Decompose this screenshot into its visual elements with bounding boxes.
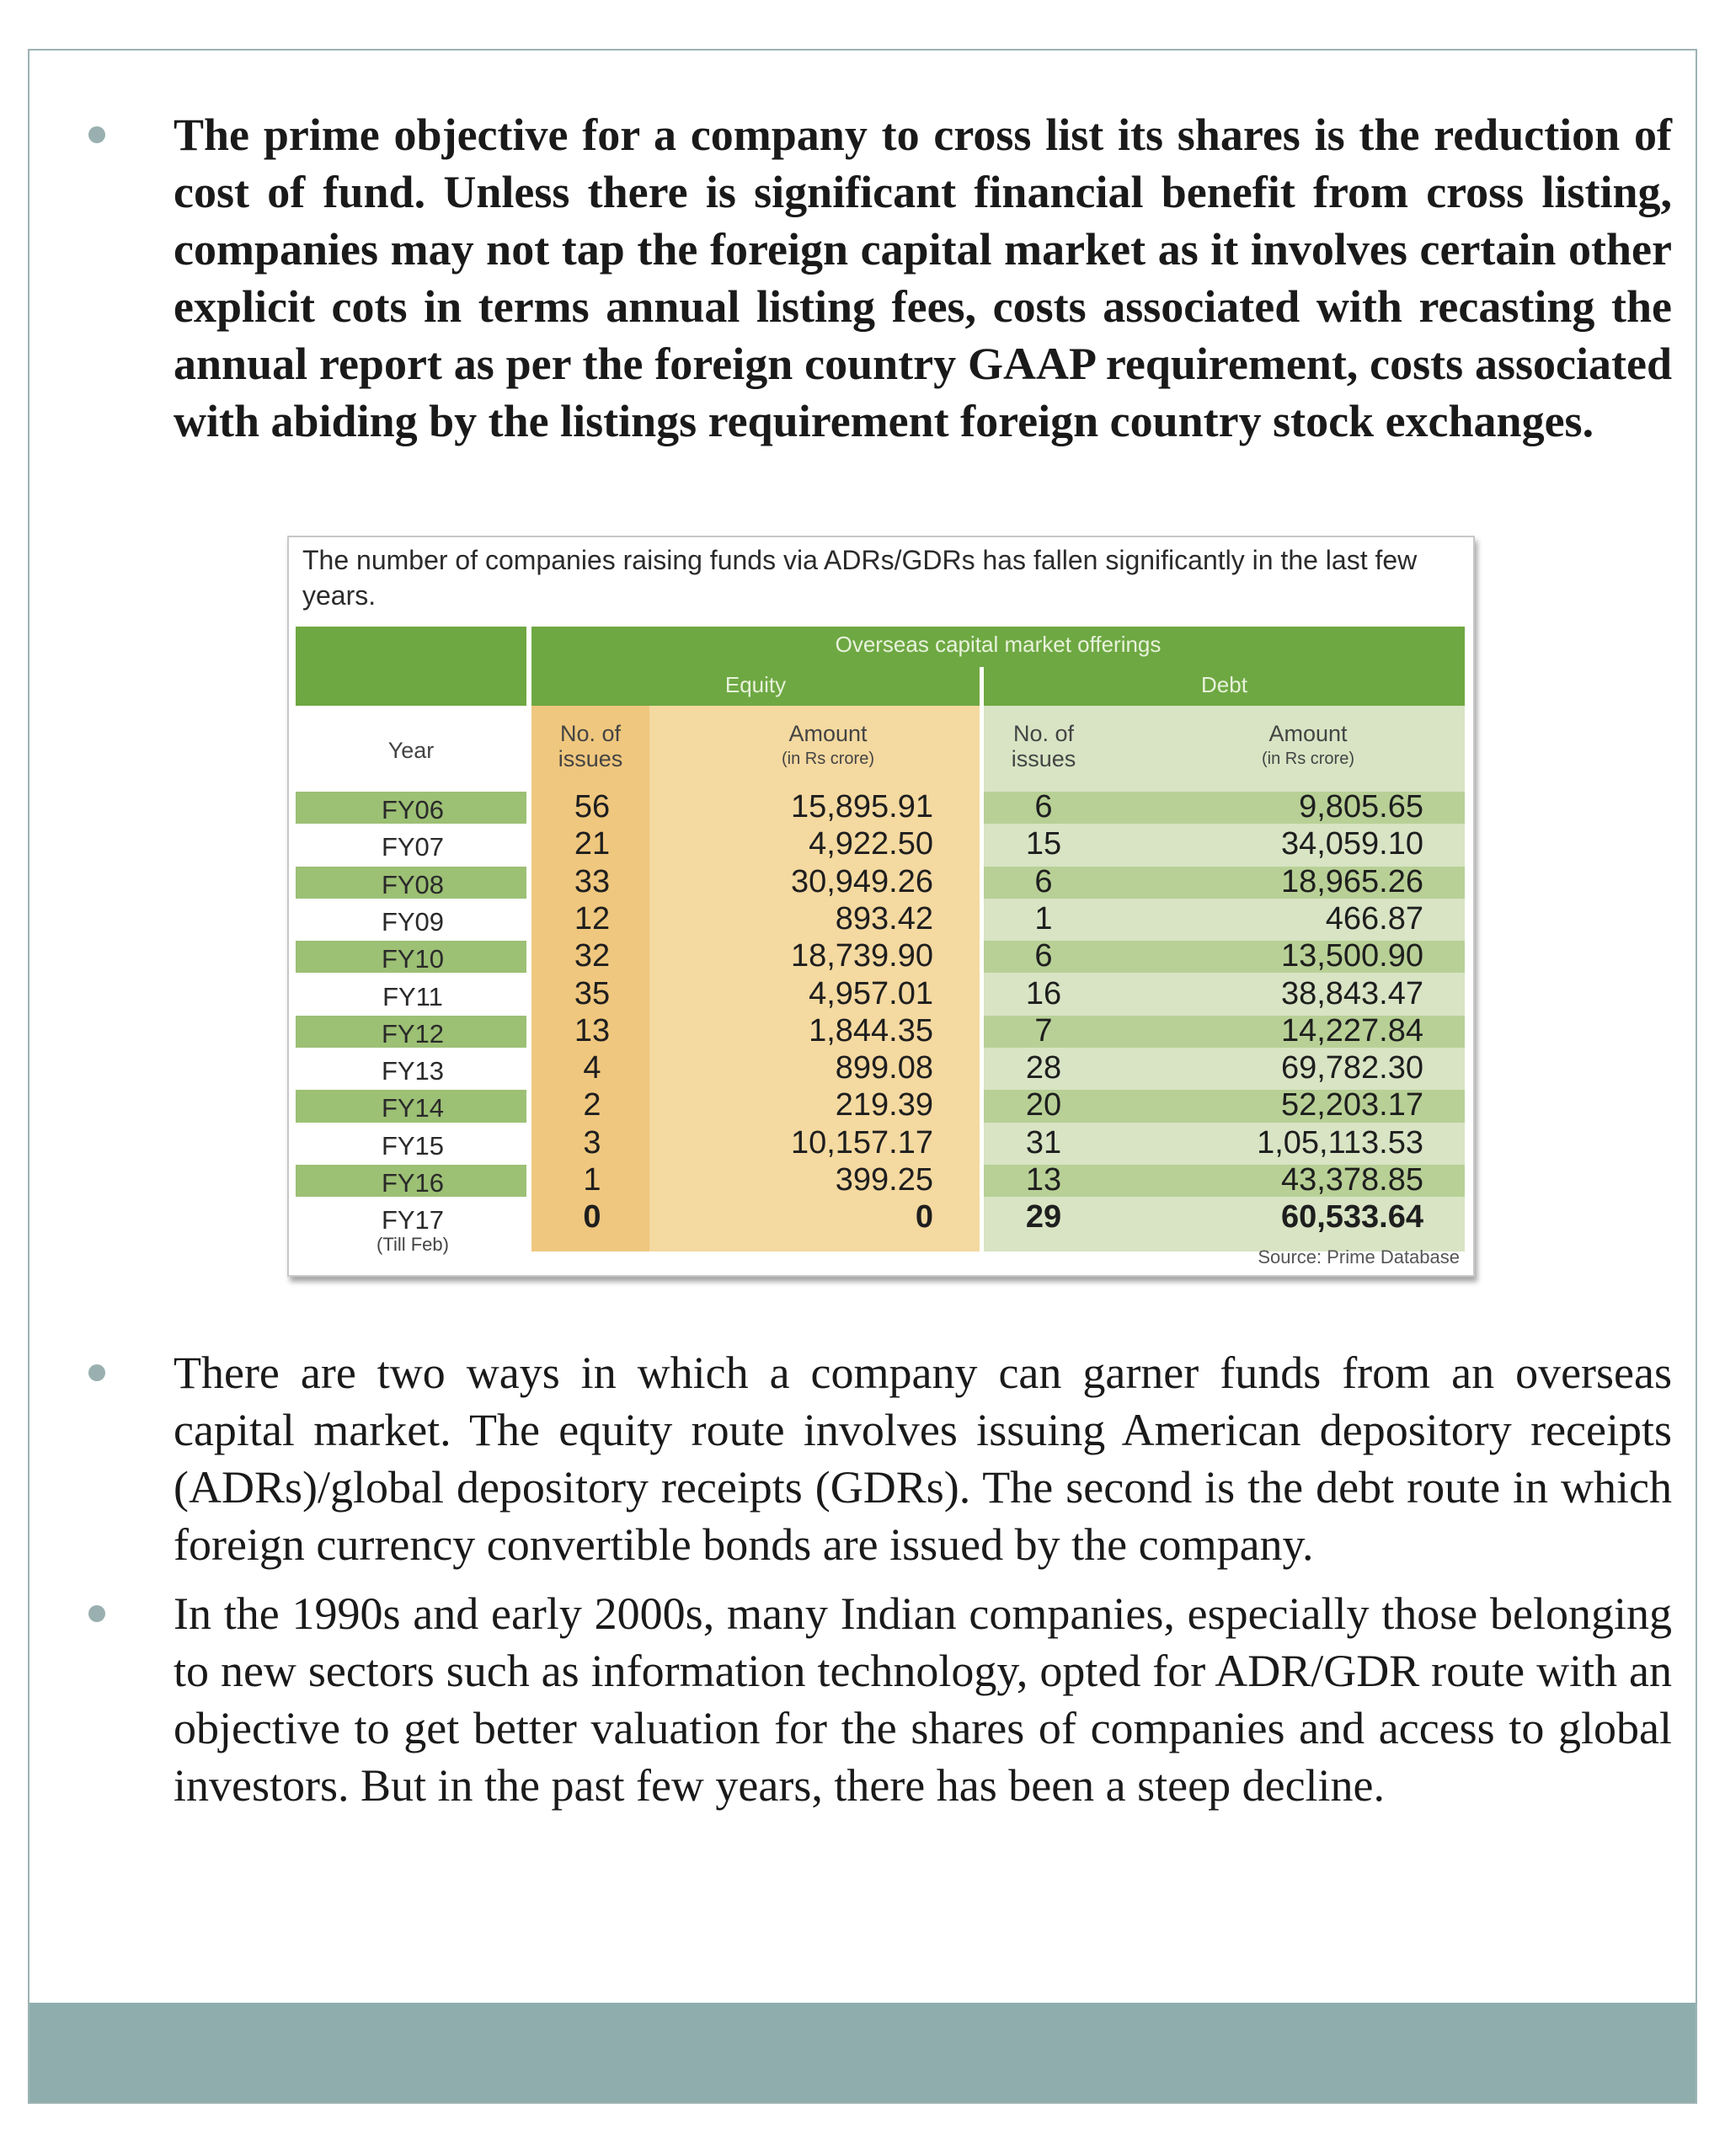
debt-issues-cell: 16: [1025, 975, 1062, 1011]
table-source: Source: Prime Database: [1258, 1246, 1460, 1267]
year-cell: FY10: [381, 944, 445, 974]
year-cell: FY17: [381, 1205, 445, 1235]
equity-issues-cell: 1: [583, 1162, 601, 1198]
bullet-dot-icon: [88, 1605, 105, 1622]
equity-amount-cell: 893.42: [835, 900, 933, 937]
equity-amount-cell: 10,157.17: [790, 1124, 933, 1161]
year-cell: FY12: [381, 1018, 445, 1049]
equity-issues-cell: 0: [583, 1199, 601, 1235]
bullet-3-text: In the 1990s and early 2000s, many Indian companies, especially those belonging to new sectors such as information technology, opted for ADR/GDR route with an objective to get better valuation for the shares of companies and access to global investors. But in the past few years, there has been a steep decline.: [174, 1588, 1672, 1811]
equity-issues-cell: 35: [574, 975, 611, 1011]
bullet-2: [88, 1344, 1672, 1573]
equity-issues-cell: 2: [583, 1087, 601, 1123]
equity-amount-cell: 0: [915, 1199, 933, 1235]
equity-issues-cell: 56: [574, 789, 611, 825]
equity-amount-cell: 4,922.50: [809, 826, 933, 862]
equity-amount-cell: 18,739.90: [790, 938, 933, 974]
debt-header: Debt: [1201, 672, 1247, 697]
equity-issues-header: No. of issues: [558, 721, 623, 771]
debt-issues-cell: 31: [1025, 1124, 1062, 1161]
equity-amount-cell: 899.08: [835, 1050, 933, 1086]
adr-gdr-table-image: [287, 536, 1475, 1277]
equity-header: Equity: [724, 672, 787, 697]
debt-amount-header: [1199, 721, 1418, 771]
bullet-3: [88, 1585, 1672, 1814]
debt-issues-cell: 20: [1025, 1087, 1062, 1123]
debt-issues-header: No. of issues: [1011, 721, 1076, 771]
year-cell: FY11: [382, 981, 443, 1011]
equity-issues-cell: 4: [583, 1050, 601, 1086]
bullet-2-text: There are two ways in which a company can garner funds from an overseas capital market. The equity route involves issuing American depository receipts (ADRs)/global depository receipts (GDRs). The second is the debt route in which foreign currency convertible bonds are issued by the company.: [174, 1348, 1672, 1570]
bullet-dot-icon: [88, 126, 105, 143]
bullet-dot-icon: [88, 1364, 105, 1381]
year-cell: FY13: [381, 1056, 445, 1086]
debt-amount-cell: 18,965.26: [1280, 863, 1423, 899]
debt-issues-cell: 15: [1025, 826, 1062, 862]
equity-issues-cell: 21: [574, 826, 611, 862]
year-cell: FY14: [381, 1093, 445, 1123]
debt-issues-cell: 6: [1034, 789, 1053, 825]
debt-amount-cell: 9,805.65: [1299, 789, 1423, 825]
equity-issues-cell: 13: [574, 1012, 611, 1049]
bullet-1-text: The prime objective for a company to cross list its shares is the reduction of cost of fund. Unless there is significant financial benefit from cross listing, companies may not tap the foreign capital market as it involves certain other explicit cots in terms annual listing fees, costs associated with recasting the annual report as per the foreign country GAAP requirement, costs associated with abiding by the listings requirement foreign country stock exchanges.: [174, 109, 1672, 446]
equity-issues-cell: 33: [574, 863, 611, 899]
equity-amount-cell: 30,949.26: [790, 863, 933, 899]
top-header: Overseas capital market offerings: [835, 632, 1162, 657]
debt-amount-cell: 34,059.10: [1280, 826, 1423, 862]
year-cell: FY15: [381, 1130, 445, 1161]
equity-amount-label: Amount: [788, 721, 868, 746]
debt-amount-cell: 1,05,113.53: [1257, 1124, 1423, 1161]
year-cell: FY08: [381, 869, 445, 899]
year-cell: FY06: [381, 795, 445, 825]
equity-amount-cell: 219.39: [835, 1087, 933, 1123]
equity-issues-cell: 3: [583, 1124, 601, 1161]
debt-issues-cell: 6: [1034, 938, 1053, 974]
equity-amount-cell: 399.25: [835, 1162, 933, 1198]
equity-amount-cell: 1,844.35: [809, 1012, 933, 1049]
debt-amount-unit: (in Rs crore): [1261, 750, 1354, 768]
debt-issues-cell: 1: [1034, 900, 1053, 937]
debt-amount-cell: 466.87: [1325, 900, 1423, 937]
equity-amount-unit: (in Rs crore): [781, 750, 874, 768]
debt-amount-label: Amount: [1268, 721, 1348, 746]
equity-issues-cell: 12: [574, 900, 611, 937]
debt-issues-cell: 13: [1025, 1162, 1062, 1198]
equity-amount-cell: 15,895.91: [790, 789, 933, 825]
bullet-1: [88, 106, 1672, 450]
debt-amount-cell: 38,843.47: [1280, 975, 1423, 1011]
table-footnote: (Till Feb): [377, 1234, 449, 1255]
debt-issues-cell: 29: [1025, 1199, 1062, 1235]
equity-issues-cell: 32: [574, 938, 611, 974]
debt-amount-cell: 52,203.17: [1280, 1087, 1423, 1123]
debt-amount-cell: 69,782.30: [1280, 1050, 1423, 1086]
header-year-band: [296, 627, 526, 706]
equity-amount-header: [727, 721, 929, 771]
year-header: Year: [387, 738, 435, 763]
debt-amount-cell: 14,227.84: [1280, 1012, 1423, 1049]
table-caption: The number of companies raising funds via ADRs/GDRs has fallen significantly in the last few years.: [302, 545, 1418, 611]
debt-issues-cell: 28: [1025, 1050, 1062, 1086]
footer-bar: [29, 2003, 1696, 2102]
debt-issues-cell: 6: [1034, 863, 1053, 899]
debt-amount-cell: 60,533.64: [1280, 1199, 1423, 1235]
equity-amount-cell: 4,957.01: [809, 975, 933, 1011]
year-cell: FY09: [381, 906, 445, 937]
debt-issues-cell: 7: [1034, 1012, 1053, 1049]
debt-amount-cell: 43,378.85: [1280, 1162, 1423, 1198]
year-cell: FY16: [381, 1168, 445, 1198]
slide: [28, 49, 1697, 2104]
debt-amount-cell: 13,500.90: [1280, 938, 1423, 974]
year-cell: FY07: [381, 832, 445, 862]
